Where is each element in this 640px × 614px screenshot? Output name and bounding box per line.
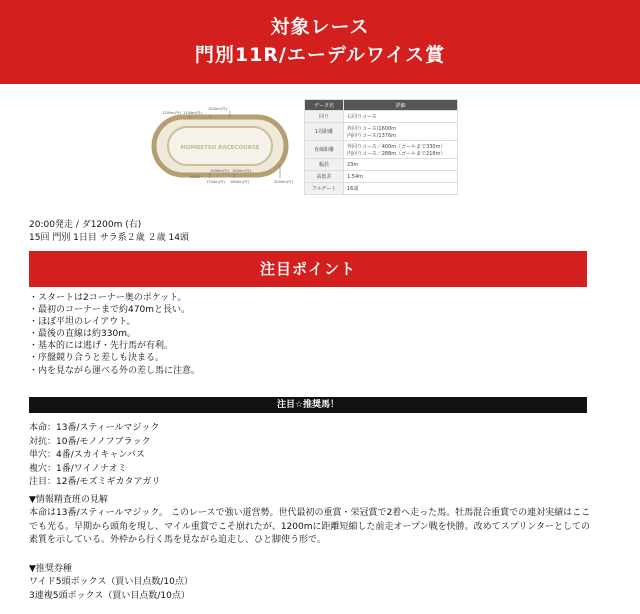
course-map-name: MOMBETSU RACECOURSE — [180, 145, 260, 151]
course-label-2000: 2000m(外) — [274, 180, 294, 184]
table-row: 幅員 23m — [305, 159, 458, 171]
table-row: 回り 右回りコース — [305, 111, 458, 123]
picks-list — [29, 422, 160, 490]
course-label-1500: 1500m(外) — [210, 169, 230, 173]
list-item: ・ 最初のコーナーまで約470mと長い。 — [29, 304, 200, 316]
list-item: ・ 最後の直線は約330m。 — [29, 328, 200, 340]
list-item: ・ 序盤競り合うと差しも決まる。 — [29, 352, 200, 364]
bets-heading: ▼推奨券種 — [29, 564, 72, 574]
list-item: 本命：13番/スティールマジック — [29, 423, 160, 433]
course-label-1200: 1200m(外) — [162, 111, 182, 115]
course-label-1000: 1000m(外) — [208, 107, 228, 111]
list-item: 注目：12番/モズミギカタアガリ — [29, 477, 161, 488]
points-list — [29, 292, 200, 377]
picks-section-title: 注目☆推奨馬！ — [29, 397, 587, 413]
list-item: ・ ほぼ平坦のレイアウト。 — [29, 316, 200, 328]
header-title-line1: 対象レース — [270, 16, 370, 38]
table-header-name: データ名 — [305, 100, 344, 111]
list-item: ・ 内を見ながら運べる外の差し馬に注意。 — [29, 365, 200, 377]
course-label-goal: GOAL — [190, 175, 201, 179]
list-item: ・ 基本的には逃げ・先行馬が有利。 — [29, 340, 200, 352]
header-title-line2: 門別11R/エーデルワイス賞 — [194, 44, 446, 66]
table-header-detail: 詳細 — [344, 100, 458, 111]
list-item: 単穴：4番/スカイキャンバス — [29, 450, 145, 461]
race-time-distance: 20:00発走 / ダ1200m (右) — [29, 220, 142, 230]
list-item: 対抗：10番/モノノフブラック — [29, 436, 151, 447]
course-label-1600: 1600m(外) — [232, 169, 252, 173]
course-data-table — [304, 99, 458, 195]
table-row: フルゲート 16頭 — [305, 183, 458, 195]
course-map — [150, 105, 295, 195]
list-item: ワイド5頭ボックス（買い目点数/10点） — [29, 577, 193, 588]
list-item: ・ スタートは2コーナー奥のポケット。 — [29, 292, 200, 304]
table-row: 1周距離 外回りコース/1600m 内回りコース/1376m — [305, 123, 458, 141]
course-label-1100: 1100m(外) — [183, 111, 203, 115]
table-row: 高低差 1.54m — [305, 171, 458, 183]
list-item: 3連複5頭ボックス（買い目点数/10点） — [29, 590, 190, 601]
course-label-1700: 1700m(外) — [206, 180, 226, 184]
race-meeting-info: 15回 門別 1日目 サラ系２歳 ２歳 14頭 — [29, 233, 189, 243]
table-row: 直線距離 外回りコース／400m（ゴールまで330m） 内回りコース／288m（ゴールまで218m） — [305, 141, 458, 159]
bets-section — [29, 563, 193, 603]
course-map-graphic — [150, 105, 295, 195]
course-label-1800: 1800m(外) — [230, 180, 250, 184]
analysis-heading: ▼情報精査班の見解 — [29, 495, 108, 505]
points-section-title: 注目ポイント — [29, 251, 587, 287]
list-item: 複穴：1番/ワイノナオミ — [29, 463, 127, 474]
page-header — [0, 0, 640, 84]
analysis-body: 本命は13番/スティールマジック。 このレースで強い道営勢。世代最初の重賞・栄冠賞で2着へ走った馬。牡馬混合重賞での連対実績はここでも光る。早期から頭角を現し、マイル重賞でこそ崩れたが、1200mに距離短縮した前走オープン戦を快勝。改めてスプリンターとしての素質を示している。外枠から行く馬を見ながら追走し、ひと脚使う形で。 — [29, 508, 591, 546]
